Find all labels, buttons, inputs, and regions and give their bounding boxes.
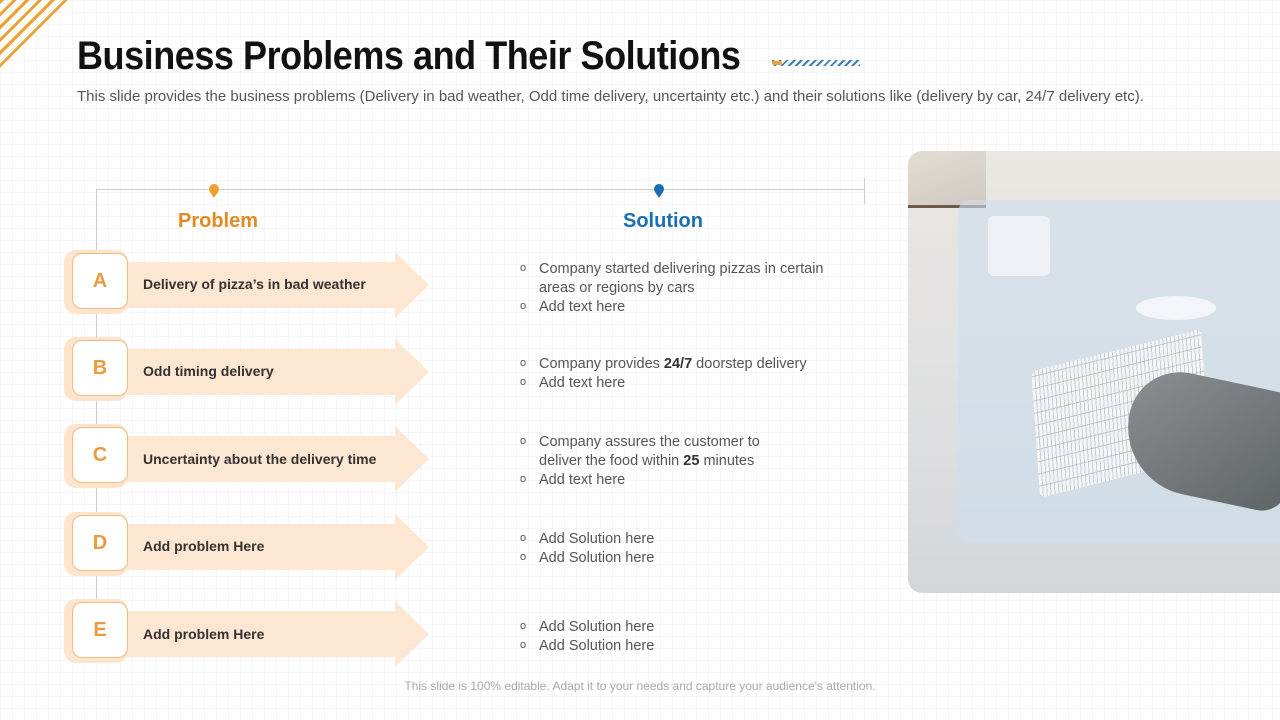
solution-item: o Company started delivering pizzas in certain areas or regions by cars — [520, 261, 824, 296]
solution-item: o Add Solution here — [520, 550, 655, 566]
slide-footer: This slide is 100% editable. Adapt it to your needs and capture your audience's attention. — [404, 679, 876, 693]
mouse-shape — [1136, 296, 1216, 320]
bullet-icon: o — [520, 262, 527, 274]
solution-item: o Add Solution here — [520, 531, 655, 547]
problem-badge-d — [64, 512, 128, 576]
badge-letter: C — [72, 427, 128, 483]
solution-list-e — [520, 618, 850, 656]
badge-letter: E — [72, 602, 128, 658]
badge-letter: A — [72, 253, 128, 309]
badge-letter: B — [72, 340, 128, 396]
solution-item: o Company assures the customer to deliver the food within 25 minutes — [520, 434, 760, 469]
problem-text: Uncertainty about the delivery time — [143, 451, 377, 467]
bullet-icon: o — [520, 357, 527, 369]
keyboard-photo — [908, 151, 1280, 593]
title-accent-line — [772, 60, 860, 66]
bullet-icon: o — [520, 639, 527, 651]
problem-badge-c — [64, 424, 128, 488]
bullet-icon: o — [520, 473, 527, 485]
bullet-icon: o — [520, 532, 527, 544]
slide-subtitle: This slide provides the business problems (Delivery in bad weather, Odd time delivery, uncertainty etc.) and their solutions like (delivery by car, 24/7 delivery etc). — [77, 88, 1144, 105]
cup-shape — [988, 216, 1050, 276]
problem-text: Add problem Here — [143, 538, 265, 554]
solution-item: o Add Solution here — [520, 619, 655, 635]
solution-list-d — [520, 530, 850, 568]
slide-title: Business Problems and Their Solutions — [77, 34, 741, 78]
solution-item: o Add text here — [520, 299, 626, 315]
problem-pin-icon — [209, 184, 219, 200]
corner-stripes-decoration — [0, 0, 75, 75]
problem-text: Odd timing delivery — [143, 363, 274, 379]
bullet-icon: o — [520, 435, 527, 447]
problem-text: Delivery of pizza’s in bad weather — [143, 276, 366, 292]
problem-badge-b — [64, 337, 128, 401]
solution-item: o Add text here — [520, 472, 626, 488]
bullet-icon: o — [520, 300, 527, 312]
header-connector-end — [864, 178, 865, 204]
solution-item: o Company provides 24/7 doorstep delivery — [520, 356, 807, 372]
solution-pin-icon — [654, 184, 664, 200]
solution-item: o Add Solution here — [520, 638, 655, 654]
badge-letter: D — [72, 515, 128, 571]
solution-list-a — [520, 260, 850, 317]
problem-header: Problem — [178, 210, 259, 232]
problem-badge-e — [64, 599, 128, 663]
solution-header: Solution — [623, 210, 703, 232]
bullet-icon: o — [520, 620, 527, 632]
problem-badge-a — [64, 250, 128, 314]
solution-list-c — [520, 433, 780, 490]
bullet-icon: o — [520, 551, 527, 563]
bullet-icon: o — [520, 376, 527, 388]
solution-list-b — [520, 355, 850, 393]
solution-item: o Add text here — [520, 375, 626, 391]
problem-text: Add problem Here — [143, 626, 265, 642]
